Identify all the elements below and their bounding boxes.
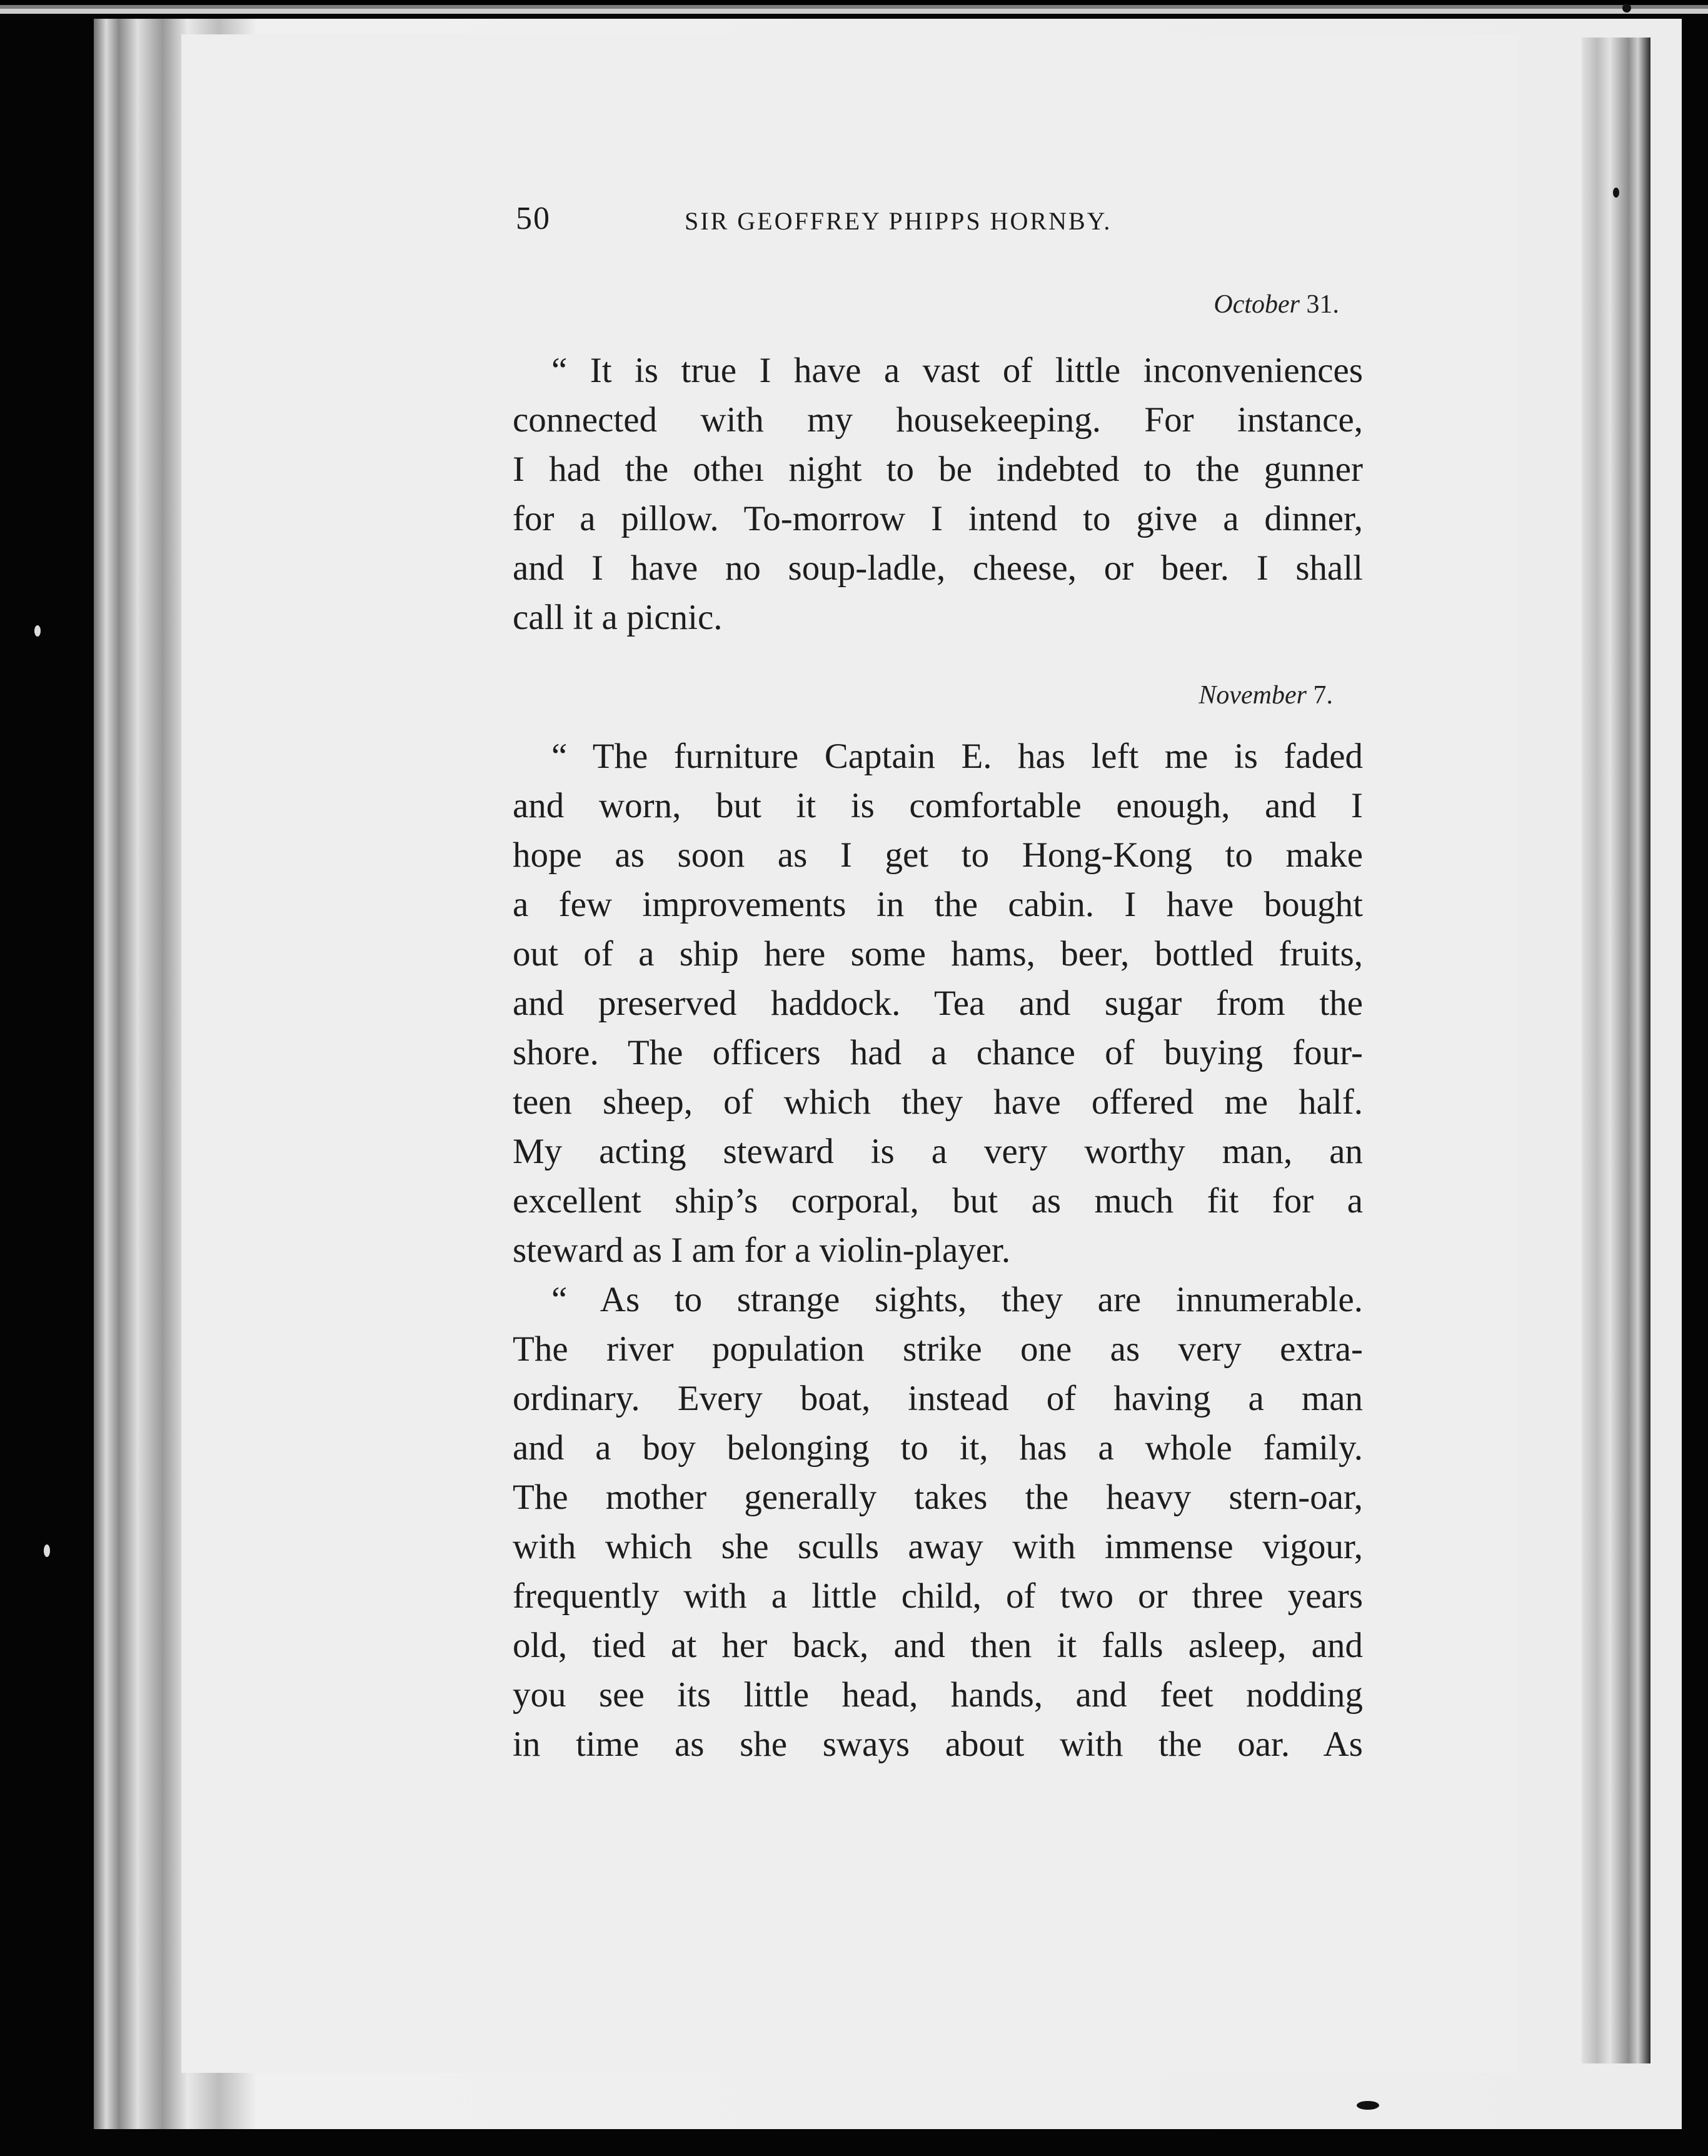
text-line: ordinary. Every boat, instead of having a man — [513, 1379, 1363, 1418]
text-line: old, tied at her back, and then it falls asleep, and — [513, 1626, 1363, 1665]
scan-speck — [44, 1544, 50, 1557]
dateline-october — [1213, 290, 1339, 320]
dateline-month: October — [1213, 290, 1300, 319]
text-line: connected with my housekeeping. For instance, — [513, 400, 1363, 440]
text-line: frequently with a little child, of two or three years — [513, 1576, 1363, 1616]
scan-speck — [1613, 188, 1619, 198]
text-line: The mother generally takes the heavy stern-oar, — [513, 1478, 1363, 1517]
text-line: My acting steward is a very worthy man, an — [513, 1132, 1363, 1171]
text-line: “ It is true I have a vast of little inconveniences — [551, 351, 1363, 390]
text-line: call it a picnic. — [513, 598, 723, 637]
scan-speck — [1622, 4, 1631, 13]
text-line: out of a ship here some hams, beer, bottled fruits, — [513, 934, 1363, 974]
entry-october-text — [513, 346, 1363, 642]
text-line: a few improvements in the cabin. I have bought — [513, 885, 1363, 924]
text-line: steward as I am for a violin-player. — [513, 1231, 1011, 1270]
text-line: shore. The officers had a chance of buying four- — [513, 1033, 1363, 1072]
scan-speck — [1357, 2101, 1379, 2110]
dateline-november — [1198, 680, 1333, 710]
text-line: “ The furniture Captain E. has left me is faded — [551, 737, 1363, 776]
dateline-day: 31. — [1306, 290, 1339, 319]
text-line: hope as soon as I get to Hong-Kong to make — [513, 835, 1363, 875]
text-line: and worn, but it is comfortable enough, and I — [513, 786, 1363, 825]
page-number: 50 — [516, 201, 551, 236]
text-line: with which she sculls away with immense vigour, — [513, 1527, 1363, 1566]
dateline-day: 7. — [1313, 681, 1333, 710]
entry-november-text — [513, 732, 1363, 1769]
running-title: SIR GEOFFREY PHIPPS HORNBY. — [685, 207, 1112, 235]
text-line: you see its little head, hands, and feet nodding — [513, 1675, 1363, 1715]
dateline-month: November — [1198, 681, 1307, 710]
scan-speck — [34, 625, 41, 637]
text-line: excellent ship’s corporal, but as much fit for a — [513, 1181, 1363, 1221]
text-line: teen sheep, of which they have offered me half. — [513, 1082, 1363, 1122]
text-line: I had the otheı night to be indebted to the gunner — [513, 450, 1363, 489]
page-header — [516, 200, 1210, 244]
text-line: in time as she sways about with the oar. As — [513, 1725, 1363, 1764]
text-line: and I have no soup-ladle, cheese, or beer. I shall — [513, 548, 1363, 588]
text-line: and a boy belonging to it, has a whole family. — [513, 1428, 1363, 1468]
text-line: “ As to strange sights, they are innumerable. — [551, 1280, 1363, 1319]
scan-top-border — [0, 0, 1708, 14]
text-line: for a pillow. To-morrow I intend to give a dinner, — [513, 499, 1363, 538]
facing-page-edge — [1582, 38, 1650, 2063]
text-line: The river population strike one as very extra- — [513, 1329, 1363, 1369]
text-line: and preserved haddock. Tea and sugar from the — [513, 984, 1363, 1023]
